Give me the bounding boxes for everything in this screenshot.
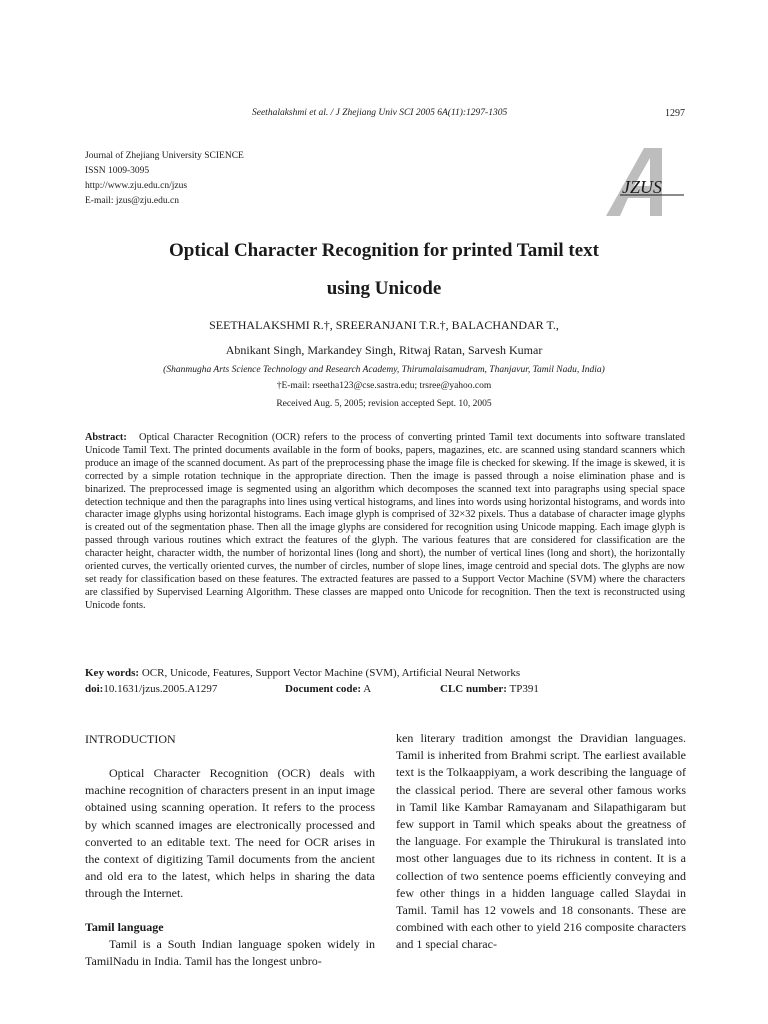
page-number: 1297 [665, 108, 685, 119]
journal-issn: ISSN 1009-3095 [85, 166, 150, 176]
doi-value[interactable]: 10.1631/jzus.2005.A1297 [103, 683, 218, 695]
authors-line-2: Abnikant Singh, Markandey Singh, Ritwaj Ratan, Sarvesh Kumar [225, 343, 543, 357]
title-line-1: Optical Character Recognition for printed Tamil text [169, 240, 599, 261]
abstract-label: Abstract: [85, 432, 127, 443]
doi-group [85, 683, 217, 695]
clc-value: TP391 [509, 683, 539, 695]
author-email: †E-mail: rseetha123@cse.sastra.edu; trsree@yahoo.com [276, 381, 492, 391]
doc-code-label: Document code: [285, 683, 362, 695]
column-2-text: ken literary tradition amongst the Dravidian languages. Tamil is inherited from Brahmi script. The earliest available text is the Tolkaappiyam, a work describing the language of the classical period. There are several other famous works in Tamil like Kambar Ramayanam and Silapathigaram but few support in Tamil which speaks about the greatness of the language. For example the Thirukural is translated into most other languages due to its richness in content. It is a collection of two sentence poems efficiently conveying and few other things in a hidden language called Slaydai in Tamil. Tamil has 12 vowels and 18 consonants. These are combined with each other to yield 216 composite characters and 1 special charac- [396, 731, 686, 952]
logo-text: JZUS [622, 177, 662, 197]
tamil-language-heading: Tamil language [85, 920, 164, 934]
journal-info [85, 149, 244, 209]
abstract [85, 432, 685, 613]
journal-email[interactable]: E-mail: jzus@zju.edu.cn [85, 196, 179, 206]
journal-name: Journal of Zhejiang University SCIENCE [85, 151, 244, 161]
doc-code-value: A [363, 683, 372, 695]
clc-label: CLC number: [440, 683, 507, 695]
keywords [85, 667, 520, 679]
title-line-2: using Unicode [326, 278, 442, 299]
paper-title [0, 232, 768, 308]
authors-line-1: SEETHALAKSHMI R.†, SREERANJANI T.R.†, BALACHANDAR T., [209, 318, 559, 332]
running-head: Seethalakshmi et al. / J Zhejiang Univ SCI 2005 6A(11):1297-1305 [252, 108, 508, 118]
doi-label: doi: [85, 683, 104, 695]
affiliation: (Shanmugha Arts Science Technology and Research Academy, Thirumalaisamudram, Thanjavur, Tamil Nadu, India) [163, 365, 605, 375]
received-date: Received Aug. 5, 2005; revision accepted Sept. 10, 2005 [276, 399, 492, 409]
doc-code-group [285, 683, 371, 695]
tamil-paragraph: Tamil is a South Indian language spoken widely in TamilNadu in India. Tamil has the longest unbro- [85, 937, 375, 969]
intro-heading: INTRODUCTION [85, 732, 176, 746]
keywords-label: Key words: [85, 667, 140, 679]
jzus-logo [600, 146, 684, 218]
keywords-text: OCR, Unicode, Features, Support Vector Machine (SVM), Artificial Neural Networks [141, 667, 521, 679]
journal-url[interactable]: http://www.zju.edu.cn/jzus [85, 181, 188, 191]
clc-group [440, 683, 539, 695]
abstract-text: Optical Character Recognition (OCR) refers to the process of converting printed Tamil text documents into software translated Unicode Tamil Text. The printed documents available in the form of books, papers, magazines, etc. are scanned using standard scanners which produce an image of the scanned document. As part of the preprocessing phase the image file is checked for skewing. If the image is skewed, it is corrected by a simple rotation technique in the appropriate direction. Then the image is passed through a noise elimination phase and is binarized. The preprocessed image is segmented using an algorithm which decomposes the scanned text into paragraphs using special space detection technique and then the paragraphs into lines using vertical histograms, and lines into words using horizontal histograms, and words into character image glyphs using horizontal histograms. Each image glyph is comprised of 32×32 pixels. Thus a database of character image glyphs is created out of the segmentation phase. Then all the image glyphs are considered for recognition using Unicode mapping. Each image glyph is passed through various routines which extract the features of the glyph. The various features that are considered for classification are the character height, character width, the number of horizontal lines (long and short), the number of vertical lines (long and short), the horizontally oriented curves, the vertically oriented curves, the number of circles, number of slope lines, image centroid and special dots. The glyphs are now set ready for classification based on these features. The extracted features are passed to a Support Vector Machine (SVM) where the characters are classified by Supervised Learning Algorithm. These classes are mapped onto Unicode for recognition. Then the text is reconstructed using Unicode fonts. [85, 432, 685, 611]
intro-paragraph: Optical Character Recognition (OCR) deals with machine recognition of characters present in an input image obtained using scanning operation. It refers to the process by which scanned images are electronically processed and converted to an editable text. The need for OCR arises in the context of digitizing Tamil documents from the ancient and old era to the latest, which helps in sharing the data through the Internet. [85, 766, 375, 901]
